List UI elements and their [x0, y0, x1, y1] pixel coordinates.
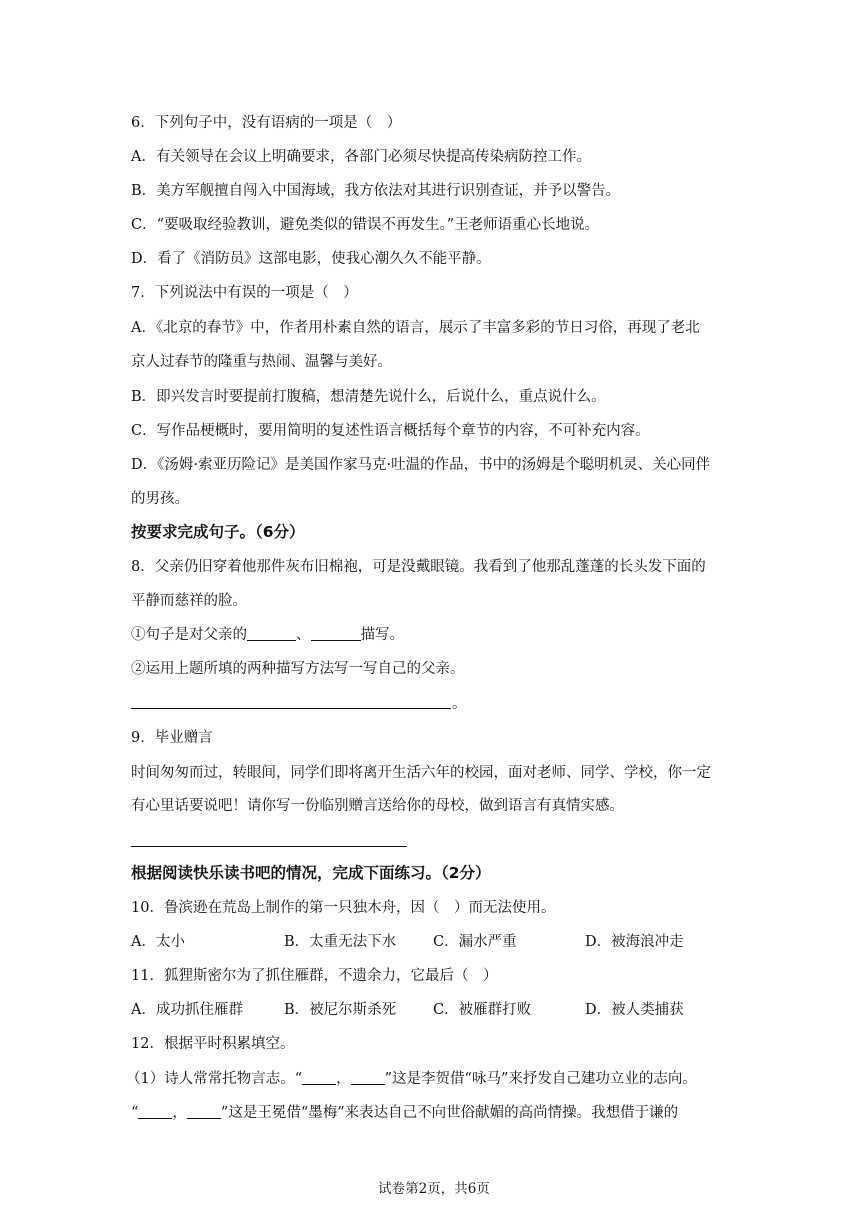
q7-option-c: C．写作品梗概时，要用简明的复述性语言概括每个章节的内容，不可补充内容。 — [131, 423, 650, 439]
q12-line1-sep: ， — [336, 1071, 351, 1087]
q7-option-a-line1: A．《北京的春节》中，作者用朴素自然的语言，展示了丰富多彩的节日习俗，再现了老北 — [131, 320, 700, 336]
q11-option-c: C．被雁群打败 — [433, 1002, 532, 1018]
q10-option-d: D．被海浪冲走 — [585, 934, 684, 950]
q7-option-b: B．即兴发言时要提前打腹稿，想清楚先说什么，后说什么，重点说什么。 — [131, 389, 606, 405]
q8-line1: 8．父亲仍旧穿着他那件灰布旧棉袍，可是没戴眼镜。我看到了他那乱蓬蓬的长头发下面的 — [131, 559, 706, 575]
q12-blank-4[interactable] — [187, 1104, 221, 1119]
q6-option-d: D．看了《消防员》这部电影，使我心潮久久不能平静。 — [131, 251, 491, 267]
q12-line2-sep: ， — [172, 1105, 187, 1121]
q8-sub2: ②运用上题所填的两种描写方法写一写自己的父亲。 — [131, 661, 465, 677]
q7-option-d-line1: D．《汤姆·索亚历险记》是美国作家马克·吐温的作品，书中的汤姆是个聪明机灵、关心同伴 — [131, 457, 711, 473]
q10-option-c: C．漏水严重 — [433, 934, 517, 950]
page-footer: 试卷第2页，共6页 — [378, 1181, 490, 1197]
q8-answer-line[interactable] — [131, 708, 451, 709]
q12-blank-1[interactable] — [302, 1070, 336, 1085]
q6-option-c: C．“要吸取经验教训，避免类似的错误不再发生。”王老师语重心长地说。 — [131, 217, 600, 233]
q12-line1 — [126, 1069, 746, 1089]
q8-line2: 平静而慈祥的脸。 — [131, 593, 247, 609]
q7-stem: 7．下列说法中有误的一项是（ ） — [131, 285, 358, 301]
q10-option-b: B．太重无法下水 — [284, 934, 397, 950]
q8-blank-1[interactable] — [247, 626, 296, 641]
q8-answer-end: 。 — [452, 696, 467, 712]
q11-option-a: A．成功抓住雁群 — [131, 1002, 243, 1018]
q7-option-a-line2: 京人过春节的隆重与热闹、温馨与美好。 — [131, 354, 392, 370]
q6-option-b: B．美方军舰擅自闯入中国海域，我方依法对其进行识别查证，并予以警告。 — [131, 183, 621, 199]
q12-line2-prefix: “ — [131, 1105, 139, 1121]
q10-option-a: A．太小 — [131, 934, 185, 950]
q11-stem: 11．狐狸斯密尔为了抓住雁群，不遗余力，它最后（ ） — [131, 968, 498, 984]
q8-blank-2[interactable] — [311, 626, 361, 641]
q10-stem: 10．鲁滨逊在荒岛上制作的第一只独木舟，因（ ）而无法使用。 — [131, 900, 556, 916]
section-heading-sentences: 按要求完成句子。（6分） — [131, 523, 305, 541]
q12-blank-2[interactable] — [351, 1070, 385, 1085]
q6-option-a: A．有关领导在会议上明确要求，各部门必须尽快提高传染病防控工作。 — [131, 149, 591, 165]
q11-option-d: D．被人类捕获 — [585, 1002, 684, 1018]
q8-sub1-prefix: ①句子是对父亲的 — [131, 627, 247, 643]
section-heading-reading: 根据阅读快乐读书吧的情况，完成下面练习。（2分） — [131, 864, 491, 882]
q11-option-b: B．被尼尔斯杀死 — [284, 1002, 397, 1018]
q9-answer-line[interactable] — [131, 846, 407, 847]
q12-line1-prefix: （1）诗人常常托物言志。“ — [126, 1071, 303, 1087]
q12-blank-3[interactable] — [138, 1104, 172, 1119]
q12-stem: 12．根据平时积累填空。 — [131, 1036, 295, 1052]
q8-sub1 — [131, 625, 751, 645]
q12-line2 — [131, 1103, 751, 1123]
q7-option-d-line2: 的男孩。 — [131, 491, 189, 507]
q9-line1: 时间匆匆而过，转眼间，同学们即将离开生活六年的校园，面对老师、同学、学校，你一定 — [131, 765, 711, 781]
q12-line1-suffix: ”这是李贺借“咏马”来抒发自己建功立业的志向。 — [384, 1071, 697, 1087]
q8-sub1-suffix: 描写。 — [360, 627, 404, 643]
q9-stem: 9．毕业赠言 — [131, 730, 213, 746]
q8-sub1-sep: 、 — [296, 627, 311, 643]
q6-stem: 6．下列句子中，没有语病的一项是（ ） — [131, 115, 402, 131]
q12-line2-suffix: ”这是王冕借“墨梅”来表达自己不向世俗献媚的高尚情操。我想借于谦的 — [220, 1105, 679, 1121]
q9-line2: 有心里话要说吧！请你写一份临别赠言送给你的母校，做到语言有真情实感。 — [131, 798, 624, 814]
